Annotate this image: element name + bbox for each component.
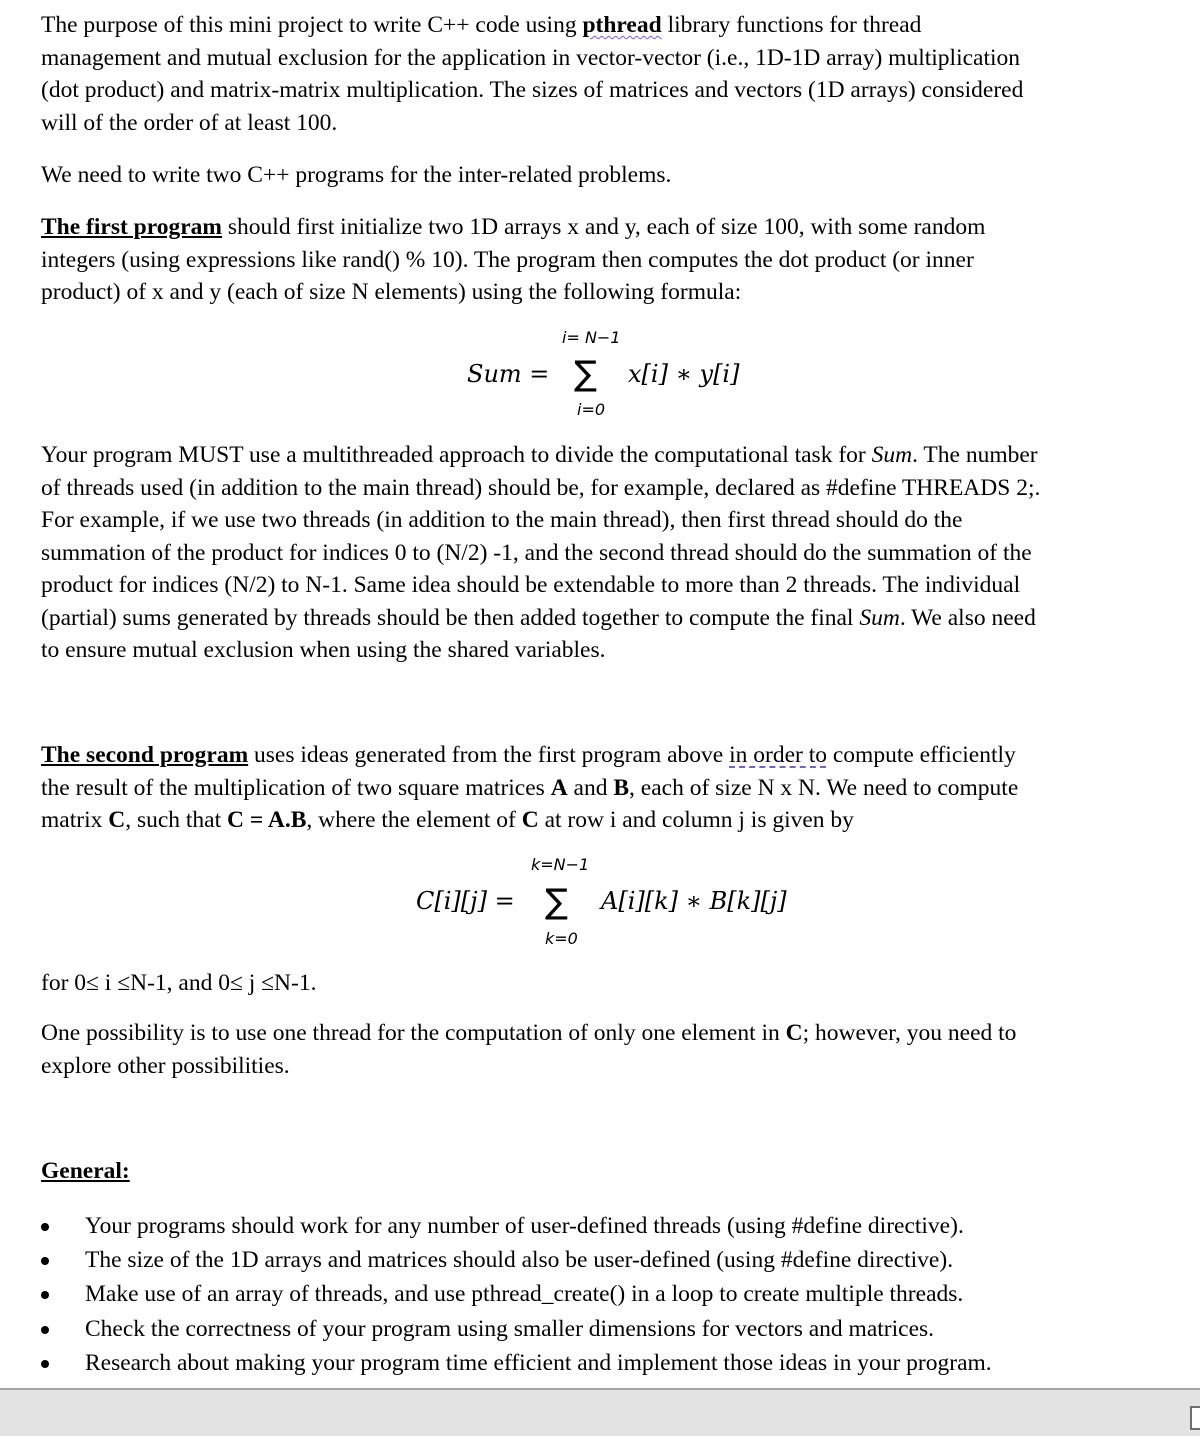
- matrix-lhs: C[i][j] =: [416, 887, 515, 915]
- second-program-paragraph: The second program uses ideas generated from the first program above in order to compute efficiently the result of the multiplication of two square matrices A and B, each of size N x N. We need to compute matrix C, such that C = A.B, where the element of C at row i and column j is given by: [41, 742, 1019, 833]
- need-two-programs: We need to write two C++ programs for the inter-related problems.: [41, 162, 672, 188]
- intro-paragraph: [41, 9, 1023, 139]
- sigma-symbol: ∑: [545, 882, 568, 922]
- possibility-paragraph: One possibility is to use one thread for the computation of only one element in C; however, you need to explore other possibilities.: [41, 1020, 1017, 1079]
- list-item: The size of the 1D arrays and matrices should also be user-defined (using #define directive).: [41, 1244, 992, 1278]
- list-item: Research about making your program time efficient and implement those ideas in your program.: [41, 1347, 992, 1381]
- intro-line-3: (dot product) and matrix-matrix multiplication. The sizes of matrices and vectors (1D arrays) considered: [41, 77, 1024, 103]
- multithread-paragraph: Your program MUST use a multithreaded approach to divide the computational task for Sum. The number of threads used (in addition to the main thread) should be, for example, declared as #define THREADS 2;. For example, if we use two threads (in addition to the main thread), then first thread should do the summation of the product for indices 0 to (N/2) -1, and the second thread should do the summation of the product for indices (N/2) to N-1. Same idea should be extendable to more than 2 threads. The individual (partial) sums generated by threads should be then added together to compute the final Sum. We also need to ensure mutual exclusion when using the shared variables.: [41, 442, 1041, 663]
- list-item: Make use of an array of threads, and use pthread_create() in a loop to create multiple threads.: [41, 1278, 992, 1312]
- general-bullet-list: [41, 1210, 992, 1381]
- matrix-lower-limit: k=0: [545, 929, 578, 948]
- pthread-keyword: pthread: [582, 12, 662, 38]
- matrix-upper-limit: k=N−1: [531, 855, 590, 874]
- window-bottom-bar: [0, 1388, 1200, 1436]
- intro-line-4: will of the order of at least 100.: [41, 109, 338, 136]
- bullet-icon: [41, 1257, 49, 1265]
- bullet-icon: [41, 1291, 49, 1299]
- matrix-body: A[i][k] ∗ B[k][j]: [601, 887, 787, 915]
- intro-line-2: management and mutual exclusion for the application in vector-vector (i.e., 1D-1D array) multiplication: [41, 44, 1021, 71]
- sigma-symbol: ∑: [574, 354, 597, 394]
- second-program-heading: The second program: [41, 742, 249, 768]
- in-order-to-phrase: in order to: [729, 742, 827, 768]
- first-program-heading: The first program: [41, 214, 223, 240]
- first-program-paragraph: The first program should first initialize two 1D arrays x and y, each of size 100, with some random integers (using expressions like rand() % 10). The program then computes the dot product (or inner product) of x and y (each of size N elements) using the following formula:: [41, 214, 986, 305]
- list-item: Check the correctness of your program using smaller dimensions for vectors and matrices.: [41, 1313, 992, 1347]
- bullet-icon: [41, 1360, 49, 1368]
- bullet-icon: [41, 1223, 49, 1231]
- sum-body: x[i] ∗ y[i]: [628, 360, 740, 388]
- sum-upper-limit: i= N−1: [562, 328, 621, 347]
- sum-lhs: Sum =: [467, 360, 550, 388]
- intro-line-1: The purpose of this mini project to write C++ code using pthread library functions for thread: [41, 12, 922, 38]
- scrollbar-handle[interactable]: [1190, 1406, 1200, 1430]
- list-item: Your programs should work for any number of user-defined threads (using #define directive).: [41, 1210, 992, 1244]
- general-heading: General:: [41, 1158, 130, 1184]
- bullet-icon: [41, 1326, 49, 1334]
- sum-lower-limit: i=0: [577, 400, 606, 419]
- index-range-line: for 0≤ i ≤N-1, and 0≤ j ≤N-1.: [41, 970, 317, 996]
